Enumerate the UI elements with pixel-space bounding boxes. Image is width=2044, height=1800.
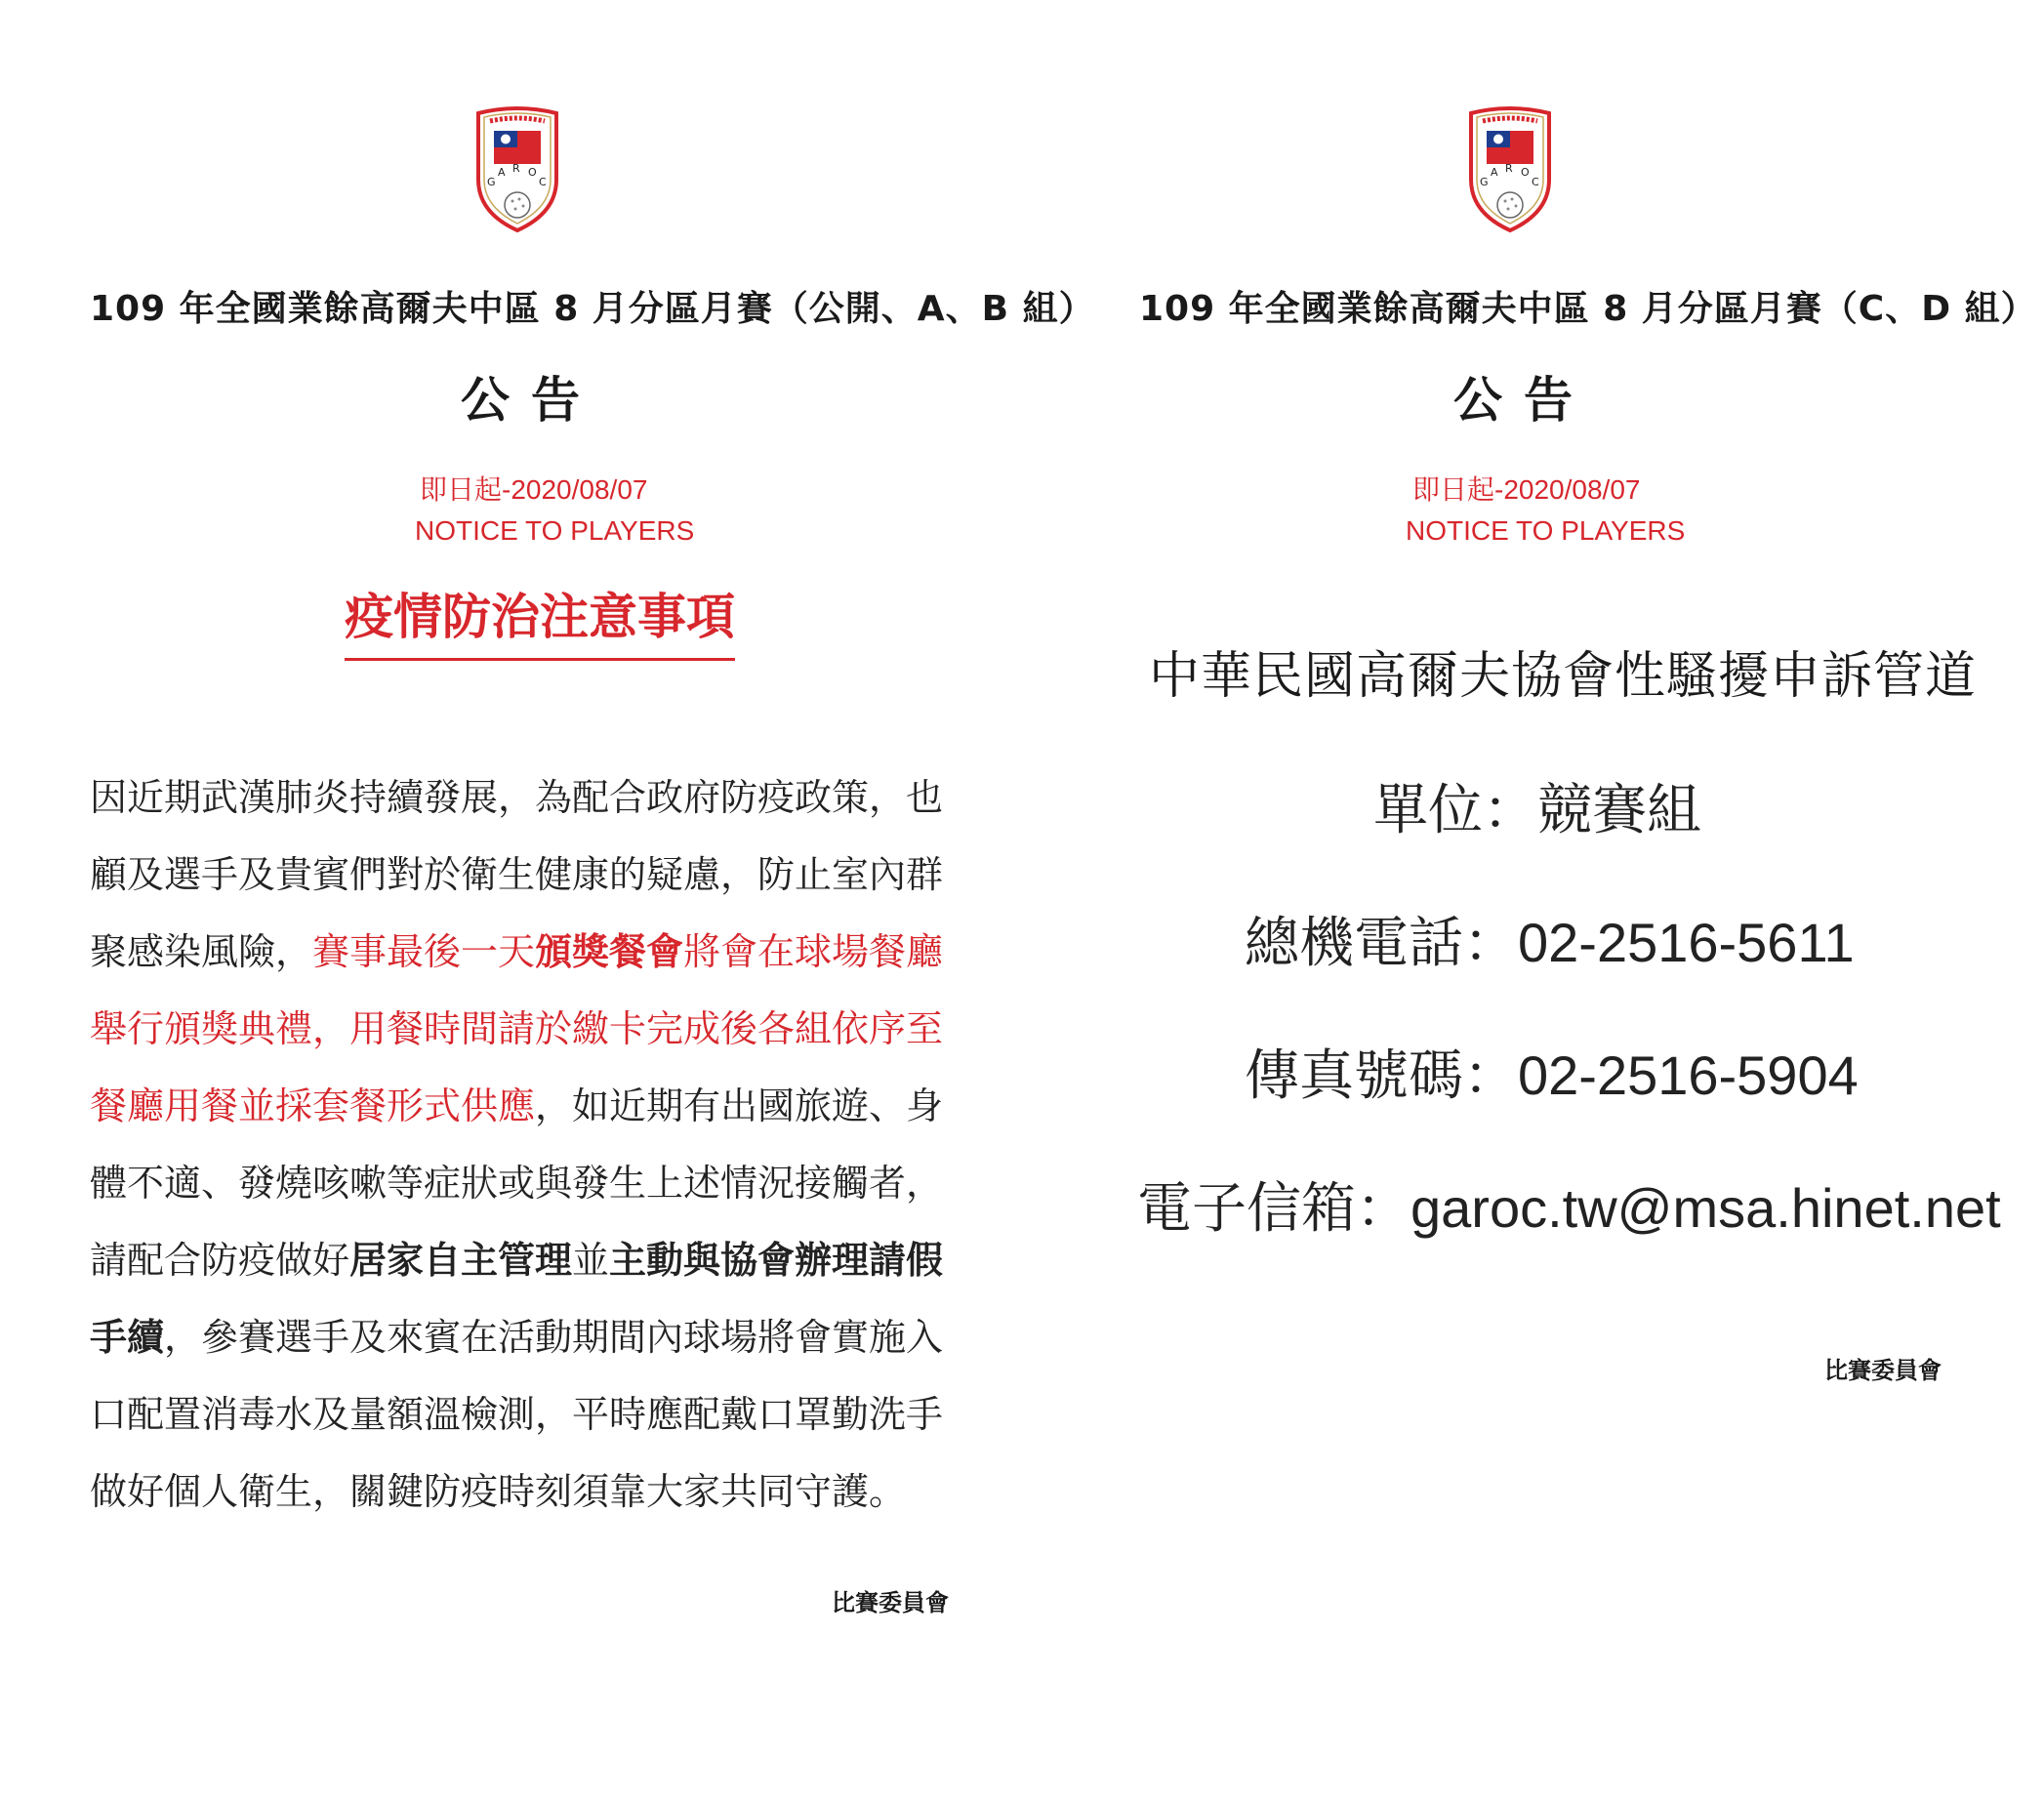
logo-letter-o: O [528, 166, 537, 179]
garoc-logo-emblem [1465, 103, 1555, 234]
body-text-part: ，如近期有出國旅遊、身體不適、發燒咳嗽等症狀或與發生上述情況接觸者，請配合防疫做好 [90, 1084, 944, 1282]
logo-letter-a: A [1491, 166, 1498, 179]
logo-letter-r: R [512, 162, 520, 175]
logo-letter-g: G [487, 176, 496, 188]
logo-letter-r: R [1505, 162, 1513, 175]
notice-to-players: NOTICE TO PLAYERS [1406, 515, 1686, 546]
logo-letter-o: O [1521, 166, 1530, 179]
bold-home-self-management: 居家自主管理 [349, 1239, 573, 1282]
right-announcement-page [1022, 0, 2044, 1800]
competition-committee-signature: 比賽委員會 [1824, 1357, 1942, 1384]
contact-fax: 傳真號碼：02-2516-5904 [1245, 1044, 1859, 1106]
highlight-dining-arrangement: 將會在球場餐廳舉行頒獎典禮，用餐時間請於繳卡完成後各組依序至餐廳用餐並採套餐形式供應 [90, 930, 944, 1127]
bold-leave-procedure: 主動與協會辦理請假手續 [90, 1239, 944, 1359]
highlight-award-banquet: 頒獎餐會 [535, 930, 684, 973]
contact-phone: 總機電話：02-2516-5611 [1245, 912, 1855, 973]
effective-date: 即日起-2020/08/07 [1412, 474, 1641, 505]
tournament-title: 109 年全國業餘高爾夫中區 8 月分區月賽（公開、A、B 組） [90, 289, 1095, 329]
effective-date: 即日起-2020/08/07 [420, 474, 648, 505]
logo-letter-a: A [498, 166, 506, 179]
logo-letter-g: G [1480, 176, 1489, 188]
competition-committee-signature: 比賽委員會 [832, 1589, 949, 1616]
announcement-heading: 公告 [1453, 372, 1594, 429]
epidemic-prevention-subject: 疫情防治注意事項 [345, 578, 735, 661]
notice-to-players: NOTICE TO PLAYERS [415, 515, 695, 546]
highlight-award-text: 賽事最後一天 [312, 930, 536, 973]
body-text-part: 因近期武漢肺炎持續發展，為配合政府防疫政策，也顧及選手及貴賓們對於衛生健康的疑慮，防止室內群聚感染風險， [90, 776, 944, 973]
body-text-part: ，參賽選手及來賓在活動期間內球場將會實施入口配置消毒水及量額溫檢測，平時應配戴口罩勤洗手做好個人衛生，關鍵防疫時刻須靠大家共同守護。 [90, 1316, 944, 1513]
garoc-logo-emblem [472, 103, 562, 234]
announcement-heading: 公告 [461, 372, 601, 429]
announcement-body [90, 759, 959, 1531]
logo-letter-c: C [1532, 176, 1539, 188]
contact-unit: 單位：競賽組 [1373, 779, 1701, 840]
harassment-complaint-channel-title: 中華民國高爾夫協會性騷擾申訴管道 [1149, 647, 1978, 706]
logo-letter-c: C [539, 176, 547, 188]
tournament-title: 109 年全國業餘高爾夫中區 8 月分區月賽（C、D 組） [1139, 289, 2037, 329]
body-text-part: 並 [572, 1239, 610, 1282]
contact-email[interactable]: 電子信箱：garoc.tw@msa.hinet.net [1137, 1177, 2001, 1239]
